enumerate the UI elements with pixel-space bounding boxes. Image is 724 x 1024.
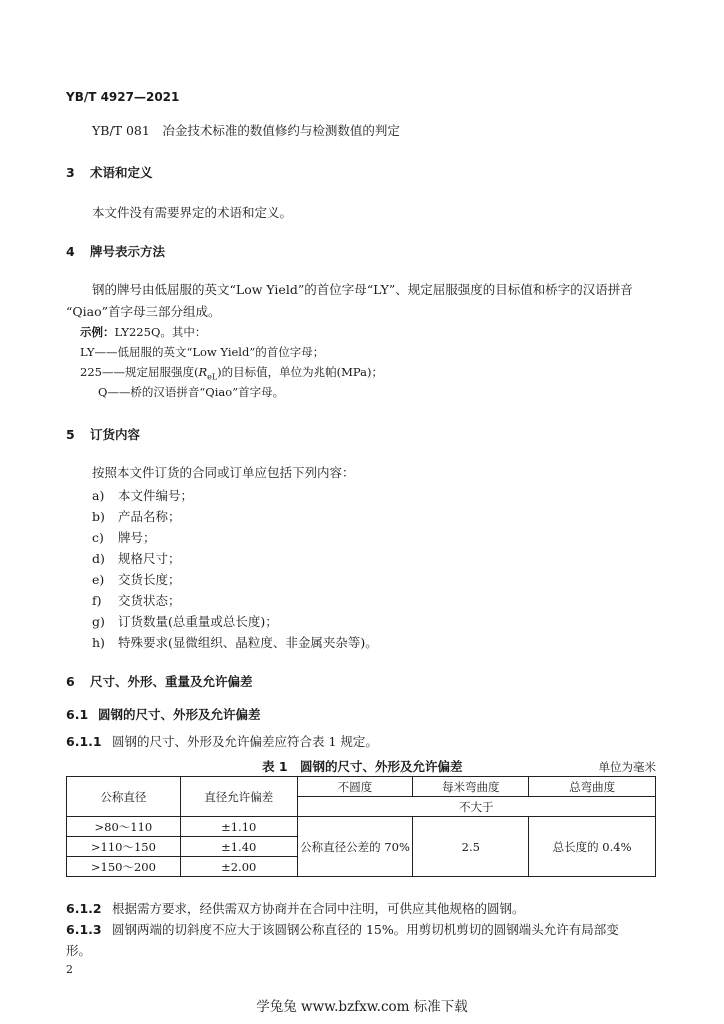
example-225 <box>80 364 383 381</box>
list-marker: f) <box>92 593 102 608</box>
cell-tolerance: ±1.10 <box>180 817 297 837</box>
section-title: 牌号表示方法 <box>90 244 166 259</box>
table-unit: 单位为毫米 <box>598 760 656 774</box>
list-text: 交货状态； <box>118 593 181 608</box>
header-tolerance: 直径允许偏差 <box>180 777 297 817</box>
list-item <box>92 570 181 588</box>
cell-diameter: >80～110 <box>67 817 181 837</box>
header-not-greater: 不大于 <box>297 797 655 817</box>
subsection-title: 圆钢的尺寸、外形及允许偏差 <box>98 707 261 722</box>
list-marker: b) <box>92 509 105 524</box>
section-4-body-line-1: 钢的牌号由低屈服的英文“Low Yield”的首位字母“LY”、规定屈服强度的目标值和桥字的汉语拼音 <box>92 282 633 297</box>
page-number: 2 <box>66 963 73 976</box>
example-225-pre: 225——规定屈服强度( <box>80 365 199 379</box>
cell-ovality: 公称直径公差的 70% <box>297 817 413 877</box>
list-marker: e) <box>92 572 105 587</box>
table-row <box>67 817 656 837</box>
clause-text: 圆钢的尺寸、外形及允许偏差应符合表 1 规定。 <box>112 734 378 749</box>
cell-bend-per-m: 2.5 <box>413 817 529 877</box>
list-item <box>92 528 156 546</box>
clause-number: 6.1.1 <box>66 734 102 749</box>
section-4-heading <box>66 242 165 260</box>
list-text: 订货数量(总重量或总长度)； <box>118 614 278 629</box>
example-ly: LY——低屈服的英文“Low Yield”的首位字母； <box>80 345 325 359</box>
list-item <box>92 612 278 630</box>
cell-total-bend: 总长度的 0.4% <box>529 817 656 877</box>
list-marker: g) <box>92 614 105 629</box>
section-3-heading <box>66 163 153 181</box>
table-1 <box>66 776 656 877</box>
example-225-post: )的目标值，单位为兆帕(MPa)； <box>217 365 383 379</box>
clause-text: 根据需方要求，经供需双方协商并在合同中注明，可供应其他规格的圆钢。 <box>112 901 525 916</box>
yield-subscript: eL <box>207 372 218 382</box>
cell-tolerance: ±2.00 <box>180 857 297 877</box>
section-title: 订货内容 <box>90 427 141 442</box>
list-item <box>92 591 181 609</box>
footer-watermark: 学兔兔 www.bzfxw.com 标准下载 <box>256 999 468 1015</box>
section-title: 尺寸、外形、重量及允许偏差 <box>90 674 253 689</box>
list-marker: d) <box>92 551 105 566</box>
clause-6-1-2 <box>66 899 525 917</box>
section-number: 6 <box>66 674 75 689</box>
section-4-body-line-2: “Qiao”首字母三部分组成。 <box>66 304 221 319</box>
header-diameter: 公称直径 <box>67 777 181 817</box>
section-number: 3 <box>66 165 75 180</box>
header-ovality: 不圆度 <box>297 777 413 797</box>
list-marker: a) <box>92 488 105 503</box>
example-label: 示例： <box>80 325 115 339</box>
standard-code-header: YB/T 4927—2021 <box>66 90 180 104</box>
list-item <box>92 507 181 525</box>
normative-reference-line: YB/T 081 冶金技术标准的数值修约与检测数值的判定 <box>92 123 400 138</box>
clause-text: 圆钢两端的切斜度不应大于该圆钢公称直径的 15%。用剪切机剪切的圆钢端头允许有局部变 <box>112 922 619 937</box>
table-header-row <box>67 777 656 797</box>
cell-tolerance: ±1.40 <box>180 837 297 857</box>
list-item <box>92 633 378 651</box>
section-number: 4 <box>66 244 75 259</box>
header-bend-per-m: 每米弯曲度 <box>413 777 529 797</box>
subsection-6-1-heading <box>66 705 261 723</box>
list-item <box>92 486 193 504</box>
table-caption: 表 1 圆钢的尺寸、外形及允许偏差 <box>262 759 463 774</box>
list-text: 特殊要求(显微组织、晶粒度、非金属夹杂等)。 <box>118 635 378 650</box>
section-3-body: 本文件没有需要界定的术语和定义。 <box>92 205 293 220</box>
section-5-intro: 按照本文件订货的合同或订单应包括下列内容： <box>92 465 355 480</box>
clause-6-1-1 <box>66 732 378 750</box>
cell-diameter: >110～150 <box>67 837 181 857</box>
section-number: 5 <box>66 427 75 442</box>
example-text: LY225Q。其中： <box>114 325 207 339</box>
list-text: 产品名称； <box>118 509 181 524</box>
header-total-bend: 总弯曲度 <box>529 777 656 797</box>
list-marker: h) <box>92 635 105 650</box>
example-line <box>80 324 206 340</box>
clause-6-1-3 <box>66 920 619 938</box>
list-marker: c) <box>92 530 104 545</box>
section-title: 术语和定义 <box>90 165 153 180</box>
section-6-heading <box>66 672 253 690</box>
clause-6-1-3-continued: 形。 <box>66 943 92 958</box>
yield-symbol: R <box>198 365 208 379</box>
example-q: Q——桥的汉语拼音“Qiao”首字母。 <box>98 385 285 399</box>
clause-number: 6.1.2 <box>66 901 102 916</box>
list-text: 本文件编号； <box>118 488 194 503</box>
subsection-number: 6.1 <box>66 707 89 722</box>
list-item <box>92 549 181 567</box>
clause-number: 6.1.3 <box>66 922 102 937</box>
cell-diameter: >150～200 <box>67 857 181 877</box>
list-text: 规格尺寸； <box>118 551 181 566</box>
section-5-heading <box>66 425 140 443</box>
list-text: 牌号； <box>118 530 156 545</box>
list-text: 交货长度； <box>118 572 181 587</box>
